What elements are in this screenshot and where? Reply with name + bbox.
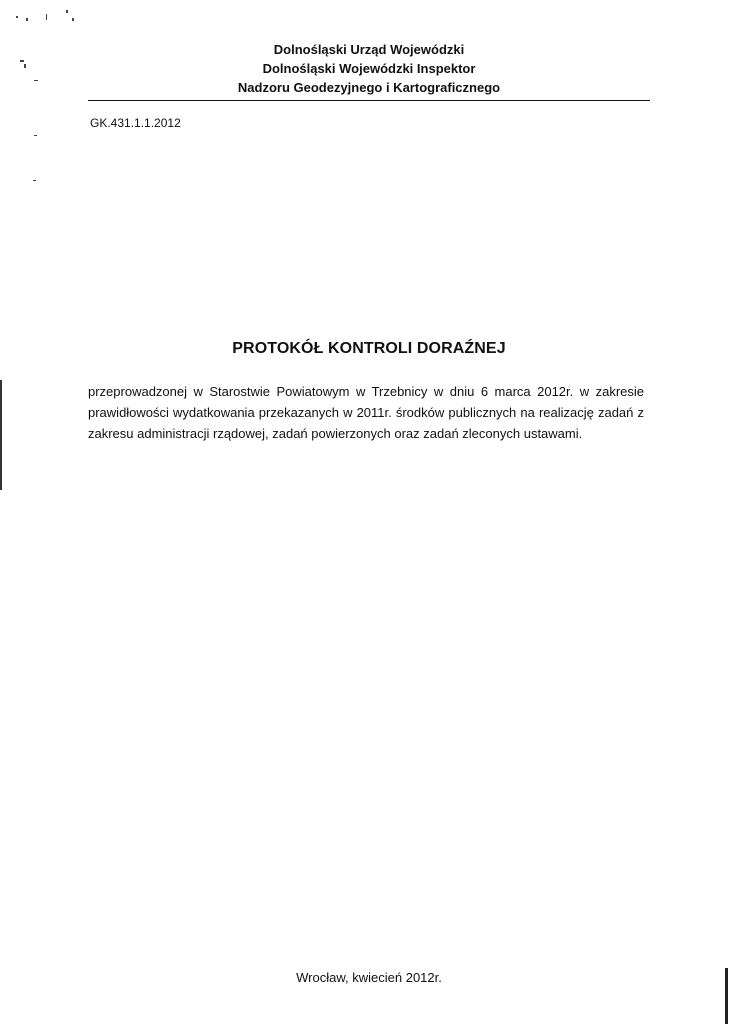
scan-artifact	[72, 18, 74, 21]
letterhead-line: Dolnośląski Urząd Wojewódzki	[273, 42, 465, 57]
scan-artifact	[20, 60, 24, 62]
scan-artifact	[46, 14, 47, 20]
scan-artifact	[33, 180, 36, 181]
scan-artifact	[26, 18, 28, 21]
scan-artifact	[34, 80, 38, 81]
scan-artifact	[16, 16, 18, 18]
document-title: PROTOKÓŁ KONTROLI DORAŹNEJ	[232, 340, 506, 357]
scan-artifact	[34, 135, 37, 136]
letterhead	[88, 40, 650, 97]
reference-number: GK.431.1.1.2012	[90, 116, 181, 130]
scan-edge-line	[0, 380, 2, 490]
place-date: Wrocław, kwiecień 2012r.	[296, 970, 442, 985]
letterhead-line: Nadzoru Geodezyjnego i Kartograficznego	[237, 80, 501, 95]
header-divider	[88, 100, 650, 101]
scan-edge-line	[725, 968, 728, 1024]
scan-artifact	[66, 10, 68, 13]
letterhead-line: Dolnośląski Wojewódzki Inspektor	[262, 61, 476, 76]
scan-artifact	[24, 64, 26, 68]
body-paragraph: przeprowadzonej w Starostwie Powiatowym w Trzebnicy w dniu 6 marca 2012r. w zakresie prawidłowości wydatkowania przekazanych w 2011r. środków publicznych na realizację zadań z zakresu administracji rządowej, zadań powierzonych oraz zadań zleconych ustawami.	[88, 384, 644, 441]
